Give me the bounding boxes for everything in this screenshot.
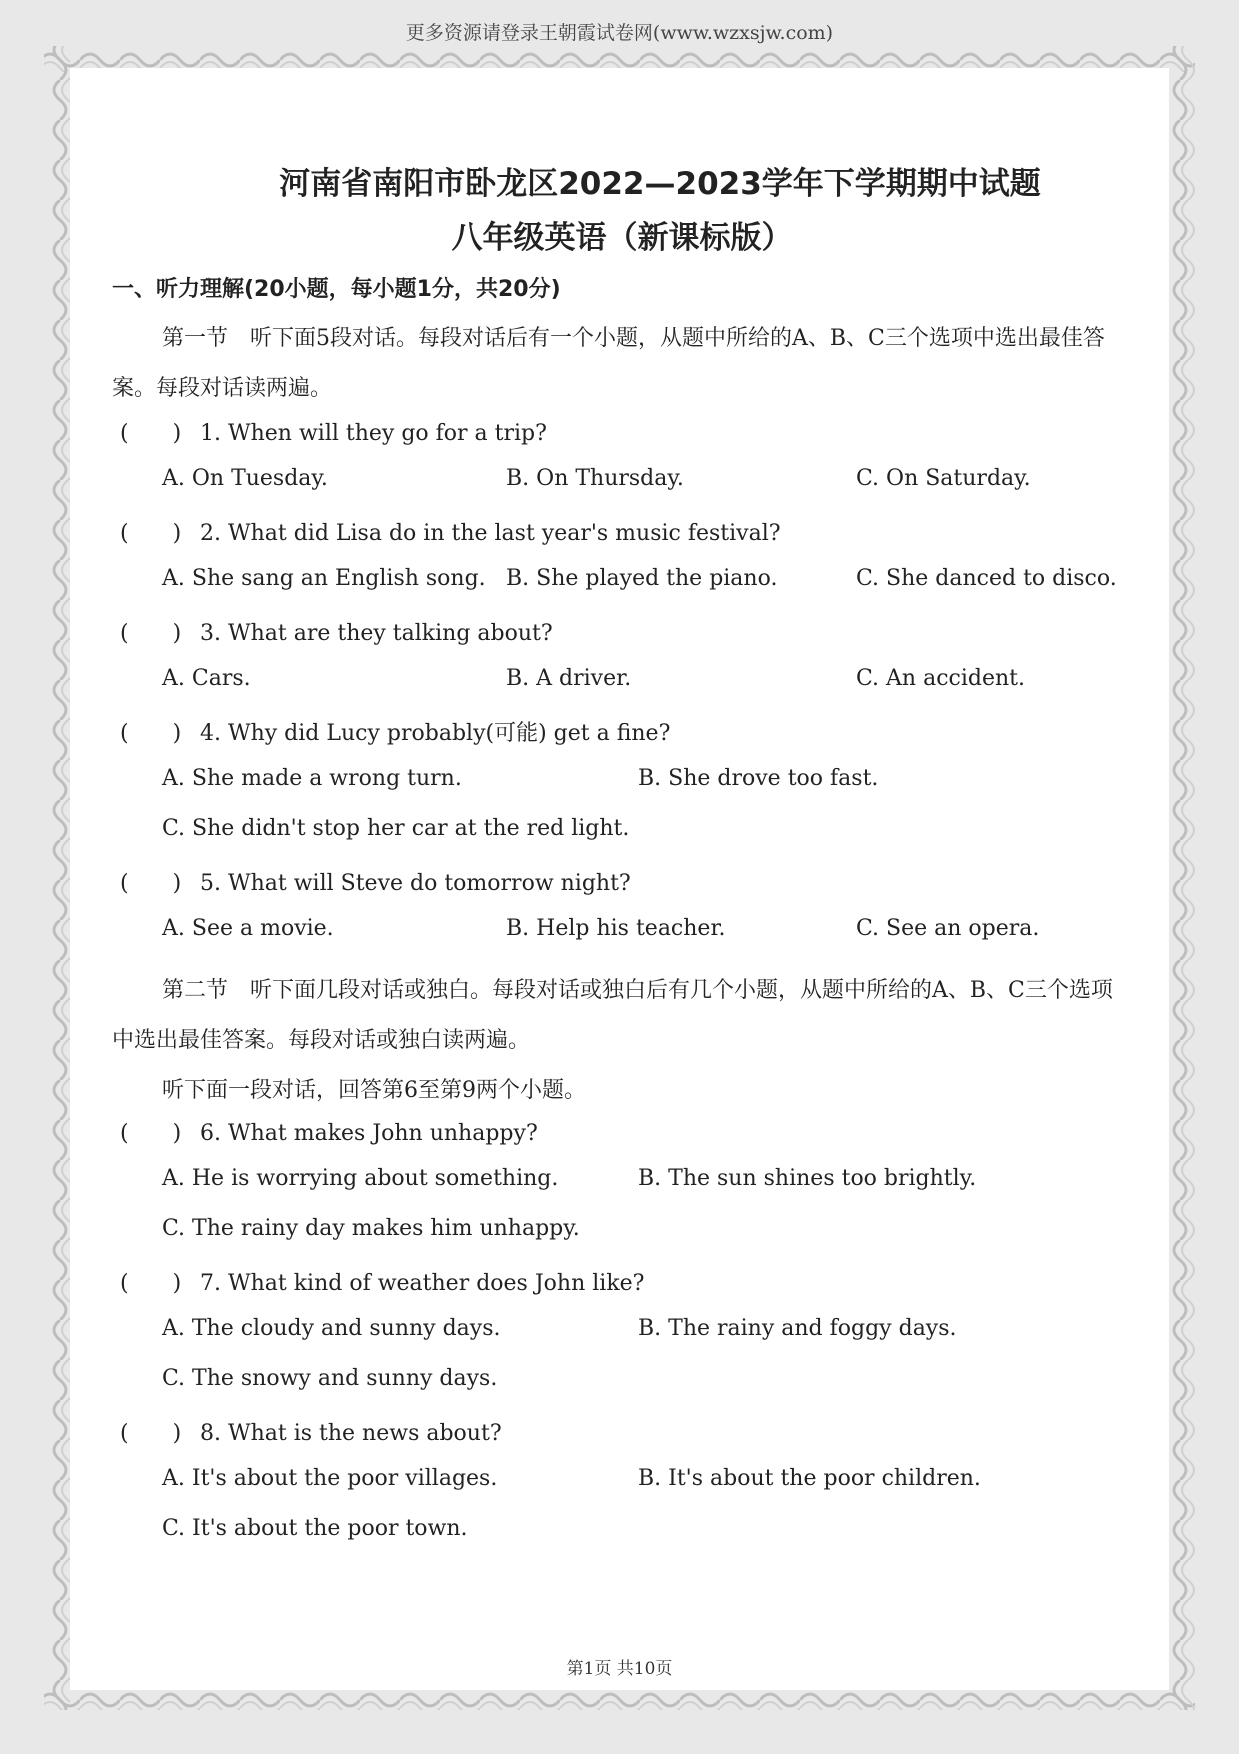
exam-title: 河南省南阳市卧龙区2022—2023学年下学期期中试题 <box>279 166 1041 202</box>
option-a: A. See a movie. <box>162 916 334 941</box>
question-text: 2. What did Lisa do in the last year's music festival? <box>200 521 781 546</box>
option-c: C. See an opera. <box>856 916 1040 941</box>
dialogue-intro: 听下面一段对话，回答第6至第9两个小题。 <box>162 1078 586 1103</box>
option-a: A. She sang an English song. <box>162 566 486 591</box>
option-c: C. The rainy day makes him unhappy. <box>162 1216 580 1241</box>
header-note: 更多资源请登录王朝霞试卷网(www.wzxsjw.com) <box>405 22 834 44</box>
option-b: B. She drove too fast. <box>638 766 879 791</box>
question-text: 8. What is the news about? <box>200 1421 502 1446</box>
option-b: B. Help his teacher. <box>506 916 726 941</box>
question-text: 7. What kind of weather does John like? <box>200 1271 645 1296</box>
option-b: B. She played the piano. <box>506 566 778 591</box>
answer-blank[interactable]: ( ) <box>120 721 182 746</box>
question-text: 3. What are they talking about? <box>200 621 553 646</box>
question-text: 4. Why did Lucy probably(可能) get a fine? <box>200 721 671 746</box>
option-a: A. Cars. <box>162 666 251 691</box>
option-a: A. On Tuesday. <box>162 466 328 491</box>
question-text: 1. When will they go for a trip? <box>200 421 547 446</box>
option-c: C. It's about the poor town. <box>162 1516 468 1541</box>
option-c: C. On Saturday. <box>856 466 1031 491</box>
answer-blank[interactable]: ( ) <box>120 1271 182 1296</box>
question-2 <box>120 516 781 547</box>
answer-blank[interactable]: ( ) <box>120 1121 182 1146</box>
section-heading: 一、听力理解(20小题，每小题1分，共20分) <box>112 277 561 302</box>
question-5 <box>120 866 631 897</box>
question-7 <box>120 1266 644 1297</box>
part1-instructions: 第一节 听下面5段对话。每段对话后有一个小题，从题中所给的A、B、C三个选项中选出最佳答案。每段对话读两遍。 <box>112 326 1105 401</box>
exam-subtitle: 八年级英语（新课标版） <box>451 220 793 256</box>
option-c: C. She danced to disco. <box>856 566 1117 591</box>
question-1 <box>120 416 547 447</box>
question-text: 6. What makes John unhappy? <box>200 1121 538 1146</box>
option-b: B. The sun shines too brightly. <box>638 1166 977 1191</box>
question-3 <box>120 616 553 647</box>
option-a: A. She made a wrong turn. <box>162 766 462 791</box>
option-c: C. An accident. <box>856 666 1025 691</box>
answer-blank[interactable]: ( ) <box>120 871 182 896</box>
option-b: B. On Thursday. <box>506 466 684 491</box>
option-b: B. The rainy and foggy days. <box>638 1316 957 1341</box>
answer-blank[interactable]: ( ) <box>120 521 182 546</box>
answer-blank[interactable]: ( ) <box>120 621 182 646</box>
answer-blank[interactable]: ( ) <box>120 421 182 446</box>
page-number: 第1页 共10页 <box>566 1659 673 1679</box>
question-text: 5. What will Steve do tomorrow night? <box>200 871 631 896</box>
question-4 <box>120 716 670 747</box>
option-a: A. It's about the poor villages. <box>162 1466 498 1491</box>
option-c: C. She didn't stop her car at the red light. <box>162 816 630 841</box>
part2-instructions: 第二节 听下面几段对话或独白。每段对话或独白后有几个小题，从题中所给的A、B、C三个选项中选出最佳答案。每段对话或独白读两遍。 <box>112 978 1113 1053</box>
option-b: B. A driver. <box>506 666 632 691</box>
question-8 <box>120 1416 502 1447</box>
option-a: A. He is worrying about something. <box>162 1166 559 1191</box>
answer-blank[interactable]: ( ) <box>120 1421 182 1446</box>
option-c: C. The snowy and sunny days. <box>162 1366 498 1391</box>
question-6 <box>120 1116 538 1147</box>
option-b: B. It's about the poor children. <box>638 1466 981 1491</box>
option-a: A. The cloudy and sunny days. <box>162 1316 501 1341</box>
